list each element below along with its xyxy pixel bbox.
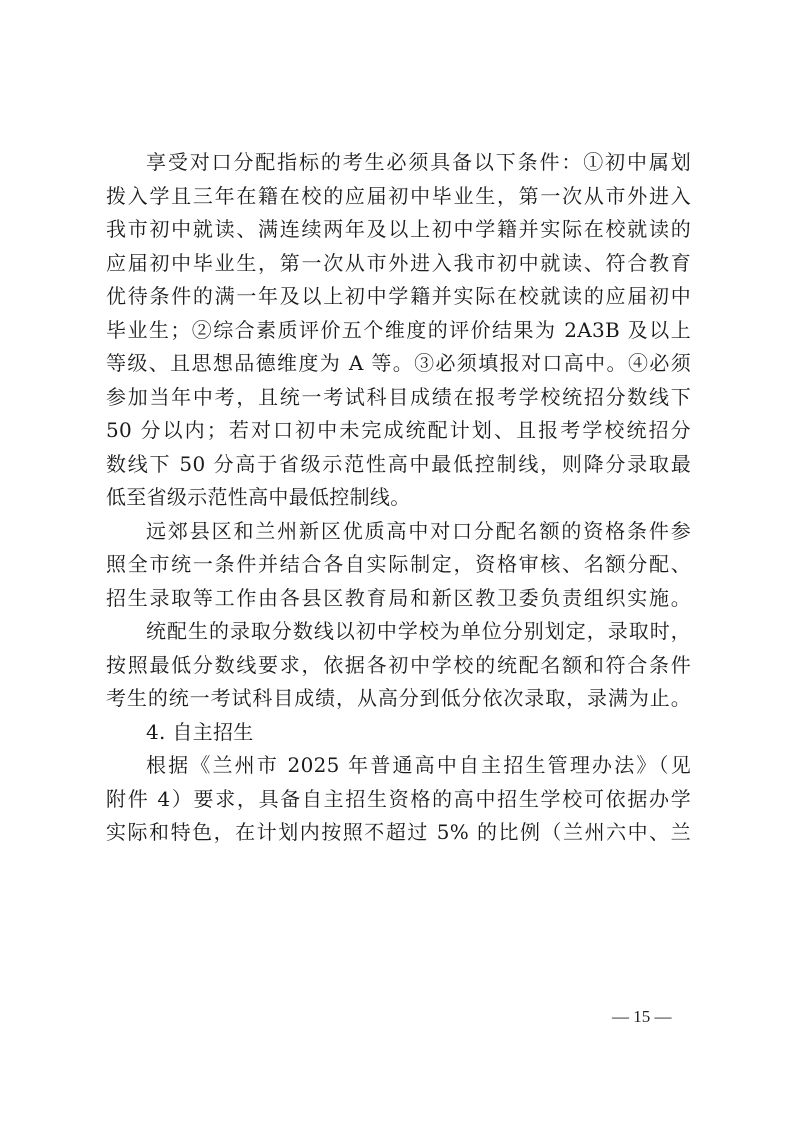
text-line: 等级、且思想品德维度为 A 等。③必须填报对口高中。④必须 bbox=[106, 351, 691, 375]
text-line: 统配生的录取分数线以初中学校为单位分别划定，录取时， bbox=[146, 619, 691, 643]
text-line: 照全市统一条件并结合各自实际制定，资格审核、名额分配、 bbox=[106, 552, 691, 576]
text-line: 参加当年中考，且统一考试科目成绩在报考学校统招分数线下 bbox=[106, 384, 691, 409]
section-heading: 4. 自主招生 bbox=[146, 719, 254, 744]
text-line: 优待条件的满一年及以上初中学籍并实际在校就读的应届初中 bbox=[106, 284, 691, 308]
text-line: 应届初中毕业生，第一次从市外进入我市初中就读、符合教育 bbox=[106, 250, 691, 275]
text-line: 实际和特色，在计划内按照不超过 5% 的比例（兰州六中、兰 bbox=[106, 820, 691, 844]
text-line: 考生的统一考试科目成绩，从高分到低分依次录取，录满为止。 bbox=[106, 686, 691, 710]
document-body bbox=[106, 146, 691, 850]
text-line: 低至省级示范性高中最低控制线。 bbox=[106, 485, 411, 509]
text-line: 远郊县区和兰州新区优质高中对口分配名额的资格条件参 bbox=[146, 518, 691, 543]
text-line: 附件 4）要求，具备自主招生资格的高中招生学校可依据办学 bbox=[106, 786, 691, 811]
text-line: 我市初中就读、满连续两年及以上初中学籍并实际在校就读的 bbox=[106, 217, 691, 241]
text-line: 享受对口分配指标的考生必须具备以下条件：①初中属划 bbox=[146, 150, 691, 174]
text-line: 毕业生；②综合素质评价五个维度的评价结果为 2A3B 及以上 bbox=[106, 317, 691, 342]
text-line: 数线下 50 分高于省级示范性高中最低控制线，则降分录取最 bbox=[106, 451, 691, 476]
text-line: 根据《兰州市 2025 年普通高中自主招生管理办法》（见 bbox=[146, 753, 691, 777]
text-line: 拨入学且三年在籍在校的应届初中毕业生，第一次从市外进入 bbox=[106, 183, 691, 208]
text-line: 按照最低分数线要求，依据各初中学校的统配名额和符合条件 bbox=[106, 652, 691, 677]
text-line: 招生录取等工作由各县区教育局和新区教卫委负责组织实施。 bbox=[106, 585, 691, 610]
page-number: — 15 — bbox=[612, 1007, 672, 1026]
text-line: 50 分以内；若对口初中未完成统配计划、且报考学校统招分 bbox=[106, 418, 691, 442]
